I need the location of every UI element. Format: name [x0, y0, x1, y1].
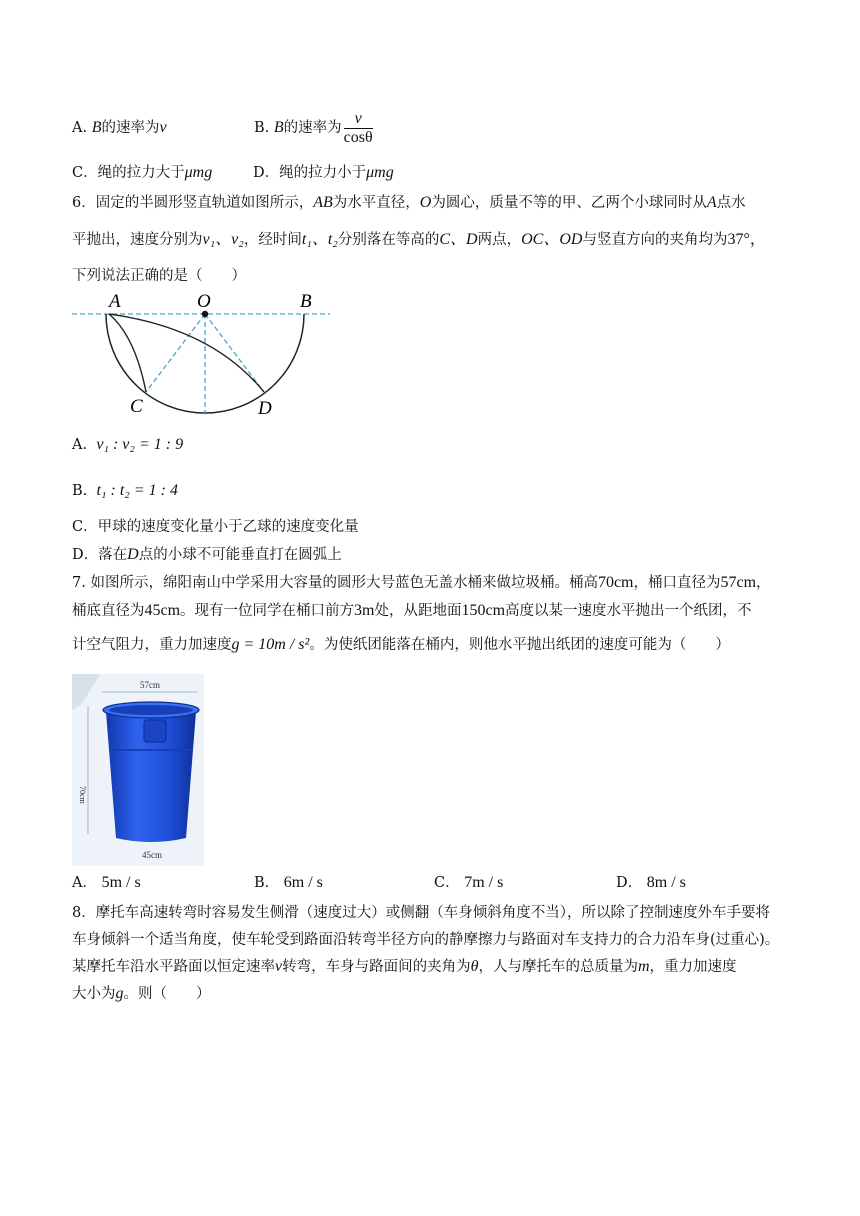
q7-stem-line3: 计空气阻力，重力加速度g = 10m / s²。为使纸团能落在桶内，则他水平抛出纸团的速度可能为（ ）	[72, 636, 730, 653]
top-dimension-label: 57cm	[140, 680, 160, 690]
q6-option-c: C．甲球的速度变化量小于乙球的速度变化量	[72, 519, 359, 535]
q5-option-b: B. B的速率为 $\frac{v}{\cos\theta}$	[254, 109, 373, 146]
label-a: A	[109, 291, 121, 312]
q5-option-c: C．绳的拉力大于μmg	[72, 164, 213, 181]
q7-stem-line2: 桶底直径为45cm。现有一位同学在桶口前方3m处，从距地面150cm高度以某一速度水平抛出一个纸团，不	[72, 602, 752, 619]
q5-option-a: A. B的速率为v	[72, 119, 167, 136]
bucket-opening	[109, 705, 193, 715]
label-d: D	[258, 398, 272, 419]
q6-stem-line3: 下列说法正确的是（ ）	[72, 268, 246, 284]
q6-option-d: D．落在D点的小球不可能垂直打在圆弧上	[72, 546, 342, 563]
q7-option-c: C． 7m / s	[434, 874, 504, 891]
q8-stem-line2: 车身倾斜一个适当角度，使车轮受到路面沿转弯半径方向的静摩擦力与路面对车支持力的合力沿车身(过重心)。	[72, 932, 780, 948]
radius-oc-line	[146, 314, 205, 392]
q5-option-d: D．绳的拉力小于μmg	[253, 164, 394, 181]
q7-bucket-photo	[72, 674, 204, 866]
q7-stem-line1: 7. 如图所示，绵阳南山中学采用大容量的圆形大号蓝色无盖水桶来做垃圾桶。桶高70cm，桶口直径为57cm，	[72, 574, 771, 591]
q7-option-d: D． 8m / s	[616, 874, 686, 891]
q6-semicircle-figure	[72, 288, 334, 420]
label-b: B	[300, 291, 312, 312]
q6-stem-line2: 平抛出，速度分别为v₁、v₂，经时间t₁、t₂分别落在等高的C、D两点，OC、OD与竖直方向的夹角均为37°，	[72, 231, 766, 248]
q6-option-b: B. t₁ : t₂ = 1 : 4	[72, 482, 178, 499]
q7-option-a: A． 5m / s	[72, 874, 141, 891]
q6-stem-line1: 6．固定的半圆形竖直轨道如图所示，AB为水平直径，O为圆心，质量不等的甲、乙两个小球同时从A点水	[72, 194, 746, 211]
q8-stem-line4: 大小为g。则（ ）	[72, 985, 211, 1002]
radius-od-line	[205, 314, 264, 392]
bucket-handle	[144, 720, 166, 742]
q8-stem-line1: 8．摩托车高速转弯时容易发生侧滑（速度过大）或侧翻（车身倾斜角度不当），所以除了控制速度外车手要将	[72, 905, 770, 921]
bottom-dimension-label: 45cm	[142, 850, 162, 860]
q7-option-b: B． 6m / s	[254, 874, 323, 891]
label-o: O	[197, 291, 211, 312]
q5-fraction: $\frac{v}{\cos\theta}$	[343, 109, 373, 146]
label-c: C	[130, 396, 143, 417]
q6-option-a: A. v₁ : v₂ = 1 : 9	[72, 436, 184, 453]
side-dimension-label: 70cm	[78, 786, 87, 804]
q8-stem-line3: 某摩托车沿水平路面以恒定速率v转弯，车身与路面间的夹角为θ，人与摩托车的总质量为m，重力加速度	[72, 958, 737, 975]
